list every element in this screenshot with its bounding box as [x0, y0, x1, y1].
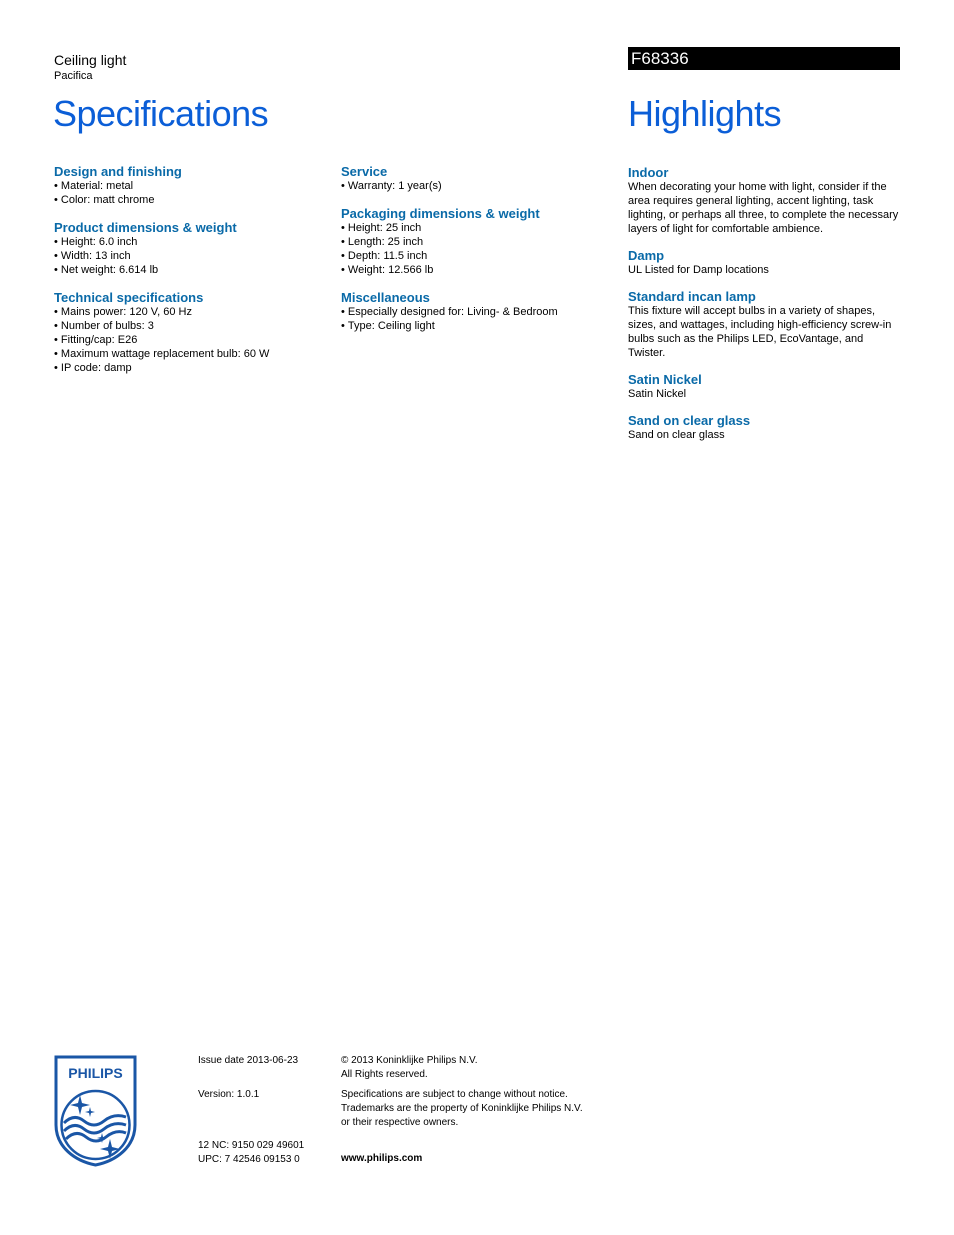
spec-item: • Fitting/cap: E26: [54, 333, 314, 347]
spec-item: • Number of bulbs: 3: [54, 319, 314, 333]
spec-column-left: [54, 164, 314, 388]
highlight-section: [628, 289, 903, 360]
copyright-line: © 2013 Koninklijke Philips N.V.: [341, 1055, 478, 1066]
highlight-heading: Sand on clear glass: [628, 413, 751, 428]
spec-section: [341, 164, 601, 193]
highlight-heading: Standard incan lamp: [628, 289, 756, 304]
spec-section: [54, 220, 314, 277]
spec-item: • Maximum wattage replacement bulb: 60 W: [54, 347, 314, 361]
upc-code: UPC: 7 42546 09153 0: [198, 1154, 300, 1165]
website-link[interactable]: www.philips.com: [341, 1153, 423, 1164]
product-type: Ceiling light: [54, 52, 127, 68]
spec-item: • Mains power: 120 V, 60 Hz: [54, 305, 314, 319]
spec-item: • Net weight: 6.614 lb: [54, 263, 314, 277]
spec-item: • Especially designed for: Living- & Bedroom: [341, 305, 601, 319]
spec-item: • Width: 13 inch: [54, 249, 314, 263]
philips-shield-logo: [54, 1055, 137, 1167]
highlight-text: Sand on clear glass: [628, 429, 725, 441]
section-heading: Design and finishing: [54, 164, 182, 179]
highlight-text: UL Listed for Damp locations: [628, 264, 769, 276]
section-heading: Packaging dimensions & weight: [341, 206, 540, 221]
rights-line: All Rights reserved.: [341, 1069, 428, 1080]
highlight-heading: Indoor: [628, 165, 669, 180]
spec-item: • Length: 25 inch: [341, 235, 601, 249]
issue-date: Issue date 2013-06-23: [198, 1055, 299, 1066]
section-heading: Miscellaneous: [341, 290, 430, 305]
spec-section: [341, 206, 601, 277]
highlight-section: [628, 413, 903, 442]
highlight-heading: Damp: [628, 248, 665, 263]
section-heading: Product dimensions & weight: [54, 220, 237, 235]
spec-item: • Warranty: 1 year(s): [341, 179, 601, 193]
highlights-title: Highlights: [628, 93, 782, 134]
model-number-bar: [628, 47, 900, 70]
highlight-text: Satin Nickel: [628, 388, 687, 400]
spec-item: • Height: 6.0 inch: [54, 235, 314, 249]
spec-item: • Color: matt chrome: [54, 193, 314, 207]
notice-line: Specifications are subject to change without notice.: [341, 1089, 568, 1100]
highlight-text: When decorating your home with light, consider if the area requires general lighting, accent lighting, task lighting, or perhaps all three, to complete the necessary layers of light for comfortable ambience.: [628, 181, 899, 235]
highlight-heading: Satin Nickel: [628, 372, 702, 387]
specifications-title: Specifications: [53, 93, 269, 134]
spec-item: • Weight: 12.566 lb: [341, 263, 601, 277]
spec-section: [341, 290, 601, 333]
nc-code: 12 NC: 9150 029 49601: [198, 1140, 305, 1151]
highlight-text: This fixture will accept bulbs in a variety of shapes, sizes, and wattages, including high-efficiency screw-in bulbs such as the Philips LED, EcoVantage, and Twister.: [628, 305, 892, 359]
notice-line: or their respective owners.: [341, 1117, 459, 1128]
logo-wordmark: PHILIPS: [68, 1065, 123, 1081]
section-heading: Service: [341, 164, 388, 179]
spec-section: [54, 164, 314, 207]
highlight-section: [628, 248, 903, 277]
model-number: F68336: [631, 49, 689, 68]
spec-item: • IP code: damp: [54, 361, 314, 375]
highlights-column: [628, 165, 903, 454]
spec-column-right: [341, 164, 601, 346]
section-heading: Technical specifications: [54, 290, 204, 305]
spec-item: • Height: 25 inch: [341, 221, 601, 235]
product-name: Pacifica: [54, 70, 93, 82]
spec-item: • Material: metal: [54, 179, 314, 193]
highlight-section: [628, 165, 903, 236]
spec-item: • Type: Ceiling light: [341, 319, 601, 333]
spec-item: • Depth: 11.5 inch: [341, 249, 601, 263]
highlight-section: [628, 372, 903, 401]
notice-line: Trademarks are the property of Koninklijke Philips N.V.: [341, 1103, 583, 1114]
spec-section: [54, 290, 314, 375]
version: Version: 1.0.1: [198, 1089, 260, 1100]
